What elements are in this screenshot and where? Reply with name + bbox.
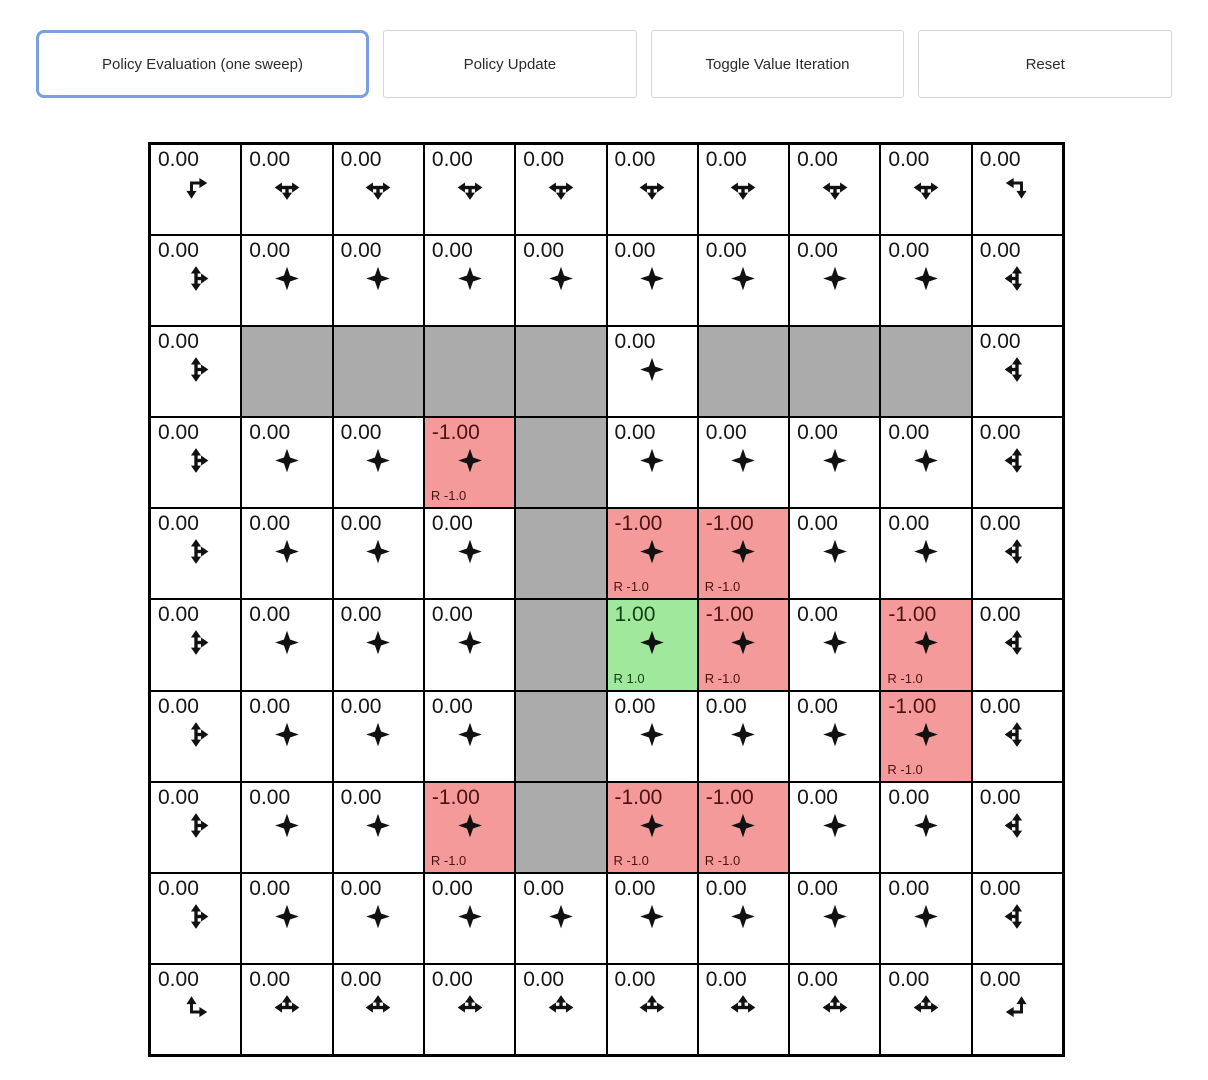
grid-cell[interactable] [789, 599, 880, 690]
cell-value: 0.00 [797, 694, 838, 718]
cell-value: -1.00 [705, 512, 754, 536]
policy-arrows-icon [456, 994, 483, 1021]
grid-cell[interactable] [241, 508, 332, 599]
grid-cell[interactable] [424, 144, 515, 235]
grid-cell[interactable] [241, 691, 332, 782]
cell-value: 0.00 [249, 512, 291, 536]
grid-cell[interactable] [424, 417, 515, 508]
cell-value: 0.00 [888, 785, 930, 809]
policy-arrows-icon [182, 265, 209, 292]
cell-value: 0.00 [888, 512, 930, 536]
grid-cell[interactable] [515, 873, 606, 964]
grid-cell[interactable] [333, 326, 424, 417]
grid-cell[interactable] [880, 599, 971, 690]
grid-cell[interactable] [607, 235, 698, 326]
policy-arrows-icon [547, 265, 574, 292]
cell-reward: R -1.0 [430, 488, 467, 504]
policy-arrows-icon [273, 903, 300, 930]
cell-value: -1.00 [614, 785, 663, 809]
policy-arrows-icon [1004, 447, 1031, 474]
cell-value: 0.00 [431, 603, 473, 627]
policy-arrows-icon [273, 629, 300, 656]
policy-arrows-icon [730, 812, 757, 839]
policy-arrows-icon [182, 721, 209, 748]
policy-arrows-icon [1004, 994, 1031, 1021]
grid-cell[interactable] [789, 417, 880, 508]
policy-arrows-icon [1004, 356, 1031, 383]
grid-cell[interactable] [150, 691, 241, 782]
policy-arrows-icon [456, 721, 483, 748]
cell-reward: R 1.0 [613, 670, 645, 686]
grid-cell[interactable] [880, 508, 971, 599]
policy-arrows-icon [365, 721, 392, 748]
grid-cell[interactable] [515, 599, 606, 690]
grid-cell[interactable] [333, 599, 424, 690]
policy-arrows-icon [1004, 812, 1031, 839]
policy-arrows-icon [821, 538, 848, 565]
cell-value: 0.00 [523, 876, 565, 900]
grid-cell[interactable] [789, 235, 880, 326]
policy-arrows-icon [365, 265, 392, 292]
cell-value: -1.00 [705, 603, 754, 627]
policy-arrows-icon [365, 629, 392, 656]
grid-cell[interactable] [241, 144, 332, 235]
cell-value: 0.00 [614, 694, 656, 718]
grid-cell[interactable] [972, 235, 1063, 326]
grid-cell[interactable] [333, 691, 424, 782]
cell-value: 0.00 [158, 421, 199, 445]
cell-value: 0.00 [979, 330, 1021, 354]
cell-value: -1.00 [888, 694, 937, 718]
policy-arrows-icon [730, 447, 757, 474]
policy-arrows-icon [273, 538, 300, 565]
cell-value: 0.00 [340, 785, 382, 809]
cell-value: 0.00 [158, 967, 199, 991]
grid-cell[interactable] [607, 326, 698, 417]
policy-arrows-icon [1004, 265, 1031, 292]
cell-value: 0.00 [705, 421, 747, 445]
grid-cell[interactable] [424, 691, 515, 782]
cell-value: 0.00 [523, 967, 565, 991]
cell-value: 0.00 [523, 148, 565, 171]
policy-arrows-icon [639, 721, 666, 748]
cell-value: 0.00 [158, 876, 199, 900]
grid-cell[interactable] [424, 964, 515, 1055]
policy-arrows-icon [365, 903, 392, 930]
cell-value: 0.00 [158, 148, 199, 171]
grid-cell[interactable] [424, 235, 515, 326]
cell-reward: R -1.0 [704, 670, 741, 686]
policy-arrows-icon [913, 903, 940, 930]
grid-cell[interactable] [424, 508, 515, 599]
cell-value: 0.00 [979, 603, 1021, 627]
policy-arrows-icon [456, 629, 483, 656]
cell-value: 0.00 [888, 967, 930, 991]
policy-arrows-icon [182, 356, 209, 383]
cell-reward: R -1.0 [613, 579, 649, 595]
cell-value: 0.00 [614, 239, 656, 263]
cell-value: 0.00 [705, 239, 747, 263]
policy-arrows-icon [730, 994, 757, 1021]
policy-arrows-icon [730, 265, 757, 292]
cell-value: 0.00 [979, 694, 1021, 718]
grid-cell[interactable] [150, 599, 241, 690]
cell-value: 0.00 [797, 603, 838, 627]
policy-arrows-icon [821, 265, 848, 292]
policy-arrows-icon [913, 812, 940, 839]
grid-cell[interactable] [698, 417, 789, 508]
policy-arrows-icon [639, 629, 666, 656]
grid-cell[interactable] [515, 964, 606, 1055]
policy-arrows-icon [456, 903, 483, 930]
cell-value: 0.00 [158, 512, 199, 536]
gridworld-grid [148, 142, 1065, 1057]
policy-arrows-icon [821, 903, 848, 930]
cell-value: 0.00 [158, 330, 199, 354]
policy-arrows-icon [821, 994, 848, 1021]
cell-value: 0.00 [431, 967, 473, 991]
grid-cell[interactable] [607, 144, 698, 235]
grid-cell[interactable] [150, 235, 241, 326]
cell-value: 0.00 [888, 148, 930, 171]
policy-arrows-icon [273, 447, 300, 474]
grid-cell[interactable] [515, 144, 606, 235]
cell-value: 0.00 [340, 148, 382, 171]
grid-cell[interactable] [789, 326, 880, 417]
grid-cell[interactable] [698, 691, 789, 782]
cell-value: 0.00 [523, 239, 565, 263]
cell-value: 0.00 [431, 694, 473, 718]
grid-cell[interactable] [607, 873, 698, 964]
cell-value: 0.00 [614, 148, 656, 171]
cell-value: 0.00 [979, 421, 1021, 445]
grid-cell[interactable] [241, 417, 332, 508]
policy-arrows-icon [730, 903, 757, 930]
policy-arrows-icon [821, 812, 848, 839]
grid-cell[interactable] [972, 326, 1063, 417]
policy-arrows-icon [182, 629, 209, 656]
policy-arrows-icon [639, 174, 666, 201]
cell-reward: R -1.0 [430, 852, 467, 868]
cell-reward: R -1.0 [613, 852, 649, 868]
policy-arrows-icon [821, 721, 848, 748]
grid-cell[interactable] [150, 782, 241, 873]
cell-value: 0.00 [158, 603, 199, 627]
grid-cell[interactable] [698, 508, 789, 599]
policy-arrows-icon [547, 994, 574, 1021]
policy-arrows-icon [365, 538, 392, 565]
cell-value: 0.00 [158, 694, 199, 718]
grid-cell[interactable] [150, 964, 241, 1055]
cell-value: 0.00 [249, 694, 291, 718]
policy-arrows-icon [456, 812, 483, 839]
grid-cell[interactable] [515, 235, 606, 326]
policy-evaluation-button[interactable]: Policy Evaluation (one sweep) [36, 30, 369, 98]
cell-reward: R -1.0 [704, 852, 741, 868]
policy-arrows-icon [273, 721, 300, 748]
grid-cell[interactable] [698, 873, 789, 964]
cell-value: 0.00 [797, 512, 838, 536]
policy-arrows-icon [913, 629, 940, 656]
cell-value: -1.00 [431, 785, 480, 809]
grid-cell[interactable] [241, 964, 332, 1055]
cell-value: 0.00 [797, 967, 838, 991]
policy-arrows-icon [730, 629, 757, 656]
grid-cell[interactable] [698, 782, 789, 873]
cell-value: 0.00 [705, 148, 747, 171]
grid-cell[interactable] [515, 782, 606, 873]
grid-cell[interactable] [972, 691, 1063, 782]
cell-value: 0.00 [614, 421, 656, 445]
grid-cell[interactable] [972, 508, 1063, 599]
policy-arrows-icon [1004, 721, 1031, 748]
cell-value: 0.00 [979, 785, 1021, 809]
grid-cell[interactable] [607, 782, 698, 873]
cell-value: 0.00 [614, 876, 656, 900]
grid-cell[interactable] [333, 964, 424, 1055]
cell-value: 0.00 [431, 512, 473, 536]
grid-cell[interactable] [972, 417, 1063, 508]
cell-value: 0.00 [249, 239, 291, 263]
policy-arrows-icon [1004, 903, 1031, 930]
policy-arrows-icon [730, 174, 757, 201]
grid-cell[interactable] [515, 508, 606, 599]
policy-arrows-icon [182, 538, 209, 565]
grid-cell[interactable] [333, 144, 424, 235]
grid-cell[interactable] [880, 144, 971, 235]
cell-value: 0.00 [705, 694, 747, 718]
cell-reward: R -1.0 [887, 670, 923, 686]
cell-value: 0.00 [340, 967, 382, 991]
grid-cell[interactable] [150, 508, 241, 599]
policy-arrows-icon [913, 994, 940, 1021]
cell-value: 0.00 [797, 876, 838, 900]
grid-cell[interactable] [880, 964, 971, 1055]
grid-cell[interactable] [241, 873, 332, 964]
cell-value: 0.00 [888, 421, 930, 445]
policy-arrows-icon [913, 174, 940, 201]
policy-arrows-icon [730, 538, 757, 565]
policy-arrows-icon [639, 903, 666, 930]
cell-value: 0.00 [614, 330, 656, 354]
grid-cell[interactable] [880, 782, 971, 873]
cell-value: 0.00 [249, 148, 291, 171]
policy-arrows-icon [273, 812, 300, 839]
policy-arrows-icon [1004, 174, 1031, 201]
cell-value: 0.00 [888, 239, 930, 263]
policy-arrows-icon [365, 174, 392, 201]
policy-arrows-icon [365, 447, 392, 474]
grid-cell[interactable] [789, 691, 880, 782]
cell-value: 0.00 [340, 421, 382, 445]
cell-value: -1.00 [705, 785, 754, 809]
grid-cell[interactable] [698, 144, 789, 235]
cell-value: 0.00 [340, 694, 382, 718]
policy-arrows-icon [182, 174, 209, 201]
cell-value: 0.00 [158, 785, 199, 809]
grid-cell[interactable] [607, 417, 698, 508]
grid-cell[interactable] [150, 144, 241, 235]
policy-arrows-icon [821, 447, 848, 474]
grid-cell[interactable] [333, 235, 424, 326]
grid-cell[interactable] [607, 599, 698, 690]
grid-cell[interactable] [424, 873, 515, 964]
grid-cell[interactable] [333, 417, 424, 508]
policy-arrows-icon [639, 265, 666, 292]
grid-cell[interactable] [241, 235, 332, 326]
cell-value: -1.00 [888, 603, 937, 627]
policy-arrows-icon [913, 538, 940, 565]
grid-cell[interactable] [241, 599, 332, 690]
grid-cell[interactable] [698, 599, 789, 690]
cell-value: -1.00 [431, 421, 480, 445]
toggle-value-iteration-button[interactable]: Toggle Value Iteration [651, 30, 905, 98]
cell-value: 0.00 [249, 876, 291, 900]
cell-reward: R -1.0 [887, 761, 923, 777]
grid-cell[interactable] [241, 782, 332, 873]
cell-value: 1.00 [614, 603, 656, 627]
cell-value: 0.00 [979, 148, 1021, 171]
cell-value: 0.00 [340, 239, 382, 263]
policy-update-button[interactable]: Policy Update [383, 30, 637, 98]
policy-arrows-icon [730, 721, 757, 748]
grid-cell[interactable] [880, 691, 971, 782]
policy-arrows-icon [273, 994, 300, 1021]
grid-cell[interactable] [972, 144, 1063, 235]
grid-cell[interactable] [607, 964, 698, 1055]
grid-cell[interactable] [607, 691, 698, 782]
policy-arrows-icon [547, 174, 574, 201]
cell-value: 0.00 [431, 239, 473, 263]
grid-cell[interactable] [333, 873, 424, 964]
policy-arrows-icon [182, 994, 209, 1021]
policy-arrows-icon [821, 629, 848, 656]
grid-cell[interactable] [880, 235, 971, 326]
cell-value: 0.00 [340, 512, 382, 536]
cell-value: -1.00 [614, 512, 663, 536]
grid-cell[interactable] [880, 417, 971, 508]
grid-cell[interactable] [972, 964, 1063, 1055]
grid-cell[interactable] [789, 873, 880, 964]
grid-cell[interactable] [241, 326, 332, 417]
grid-cell[interactable] [150, 417, 241, 508]
cell-value: 0.00 [249, 785, 291, 809]
policy-arrows-icon [1004, 629, 1031, 656]
cell-value: 0.00 [797, 785, 838, 809]
policy-arrows-icon [273, 174, 300, 201]
policy-arrows-icon [456, 538, 483, 565]
cell-value: 0.00 [979, 876, 1021, 900]
grid-cell[interactable] [880, 873, 971, 964]
grid-cell[interactable] [789, 508, 880, 599]
policy-arrows-icon [365, 812, 392, 839]
grid-cell[interactable] [515, 691, 606, 782]
cell-value: 0.00 [249, 603, 291, 627]
cell-value: 0.00 [797, 148, 838, 171]
grid-cell[interactable] [698, 964, 789, 1055]
cell-value: 0.00 [249, 421, 291, 445]
cell-value: 0.00 [249, 967, 291, 991]
cell-value: 0.00 [431, 148, 473, 171]
grid-cell[interactable] [424, 326, 515, 417]
cell-value: 0.00 [888, 876, 930, 900]
policy-arrows-icon [182, 903, 209, 930]
grid-cell[interactable] [698, 235, 789, 326]
grid-cell[interactable] [789, 782, 880, 873]
cell-reward: R -1.0 [704, 579, 741, 595]
cell-value: 0.00 [705, 967, 747, 991]
grid-cell[interactable] [333, 782, 424, 873]
cell-value: 0.00 [979, 512, 1021, 536]
policy-arrows-icon [456, 174, 483, 201]
cell-value: 0.00 [979, 967, 1021, 991]
cell-value: 0.00 [158, 239, 199, 263]
toolbar [36, 30, 1172, 98]
reset-button[interactable]: Reset [918, 30, 1172, 98]
grid-cell[interactable] [424, 782, 515, 873]
cell-value: 0.00 [797, 239, 838, 263]
grid-cell[interactable] [150, 873, 241, 964]
policy-arrows-icon [639, 994, 666, 1021]
grid-cell[interactable] [424, 599, 515, 690]
grid-cell[interactable] [515, 417, 606, 508]
policy-arrows-icon [182, 447, 209, 474]
policy-arrows-icon [639, 812, 666, 839]
cell-value: 0.00 [614, 967, 656, 991]
cell-value: 0.00 [340, 876, 382, 900]
policy-arrows-icon [1004, 538, 1031, 565]
grid-cell[interactable] [333, 508, 424, 599]
policy-arrows-icon [821, 174, 848, 201]
policy-arrows-icon [639, 538, 666, 565]
policy-arrows-icon [547, 903, 574, 930]
cell-value: 0.00 [340, 603, 382, 627]
cell-value: 0.00 [431, 876, 473, 900]
grid-cell[interactable] [789, 144, 880, 235]
policy-arrows-icon [913, 721, 940, 748]
policy-arrows-icon [365, 994, 392, 1021]
policy-arrows-icon [273, 265, 300, 292]
grid-cell[interactable] [880, 326, 971, 417]
policy-arrows-icon [639, 447, 666, 474]
policy-arrows-icon [456, 447, 483, 474]
grid-cell[interactable] [515, 326, 606, 417]
grid-cell[interactable] [789, 964, 880, 1055]
grid-cell[interactable] [607, 508, 698, 599]
grid-cell[interactable] [972, 873, 1063, 964]
cell-value: 0.00 [797, 421, 838, 445]
cell-value: 0.00 [979, 239, 1021, 263]
policy-arrows-icon [913, 447, 940, 474]
grid-cell[interactable] [972, 599, 1063, 690]
policy-arrows-icon [913, 265, 940, 292]
cell-value: 0.00 [705, 876, 747, 900]
grid-cell[interactable] [698, 326, 789, 417]
grid-cell[interactable] [150, 326, 241, 417]
grid-cell[interactable] [972, 782, 1063, 873]
policy-arrows-icon [639, 356, 666, 383]
policy-arrows-icon [182, 812, 209, 839]
policy-arrows-icon [456, 265, 483, 292]
